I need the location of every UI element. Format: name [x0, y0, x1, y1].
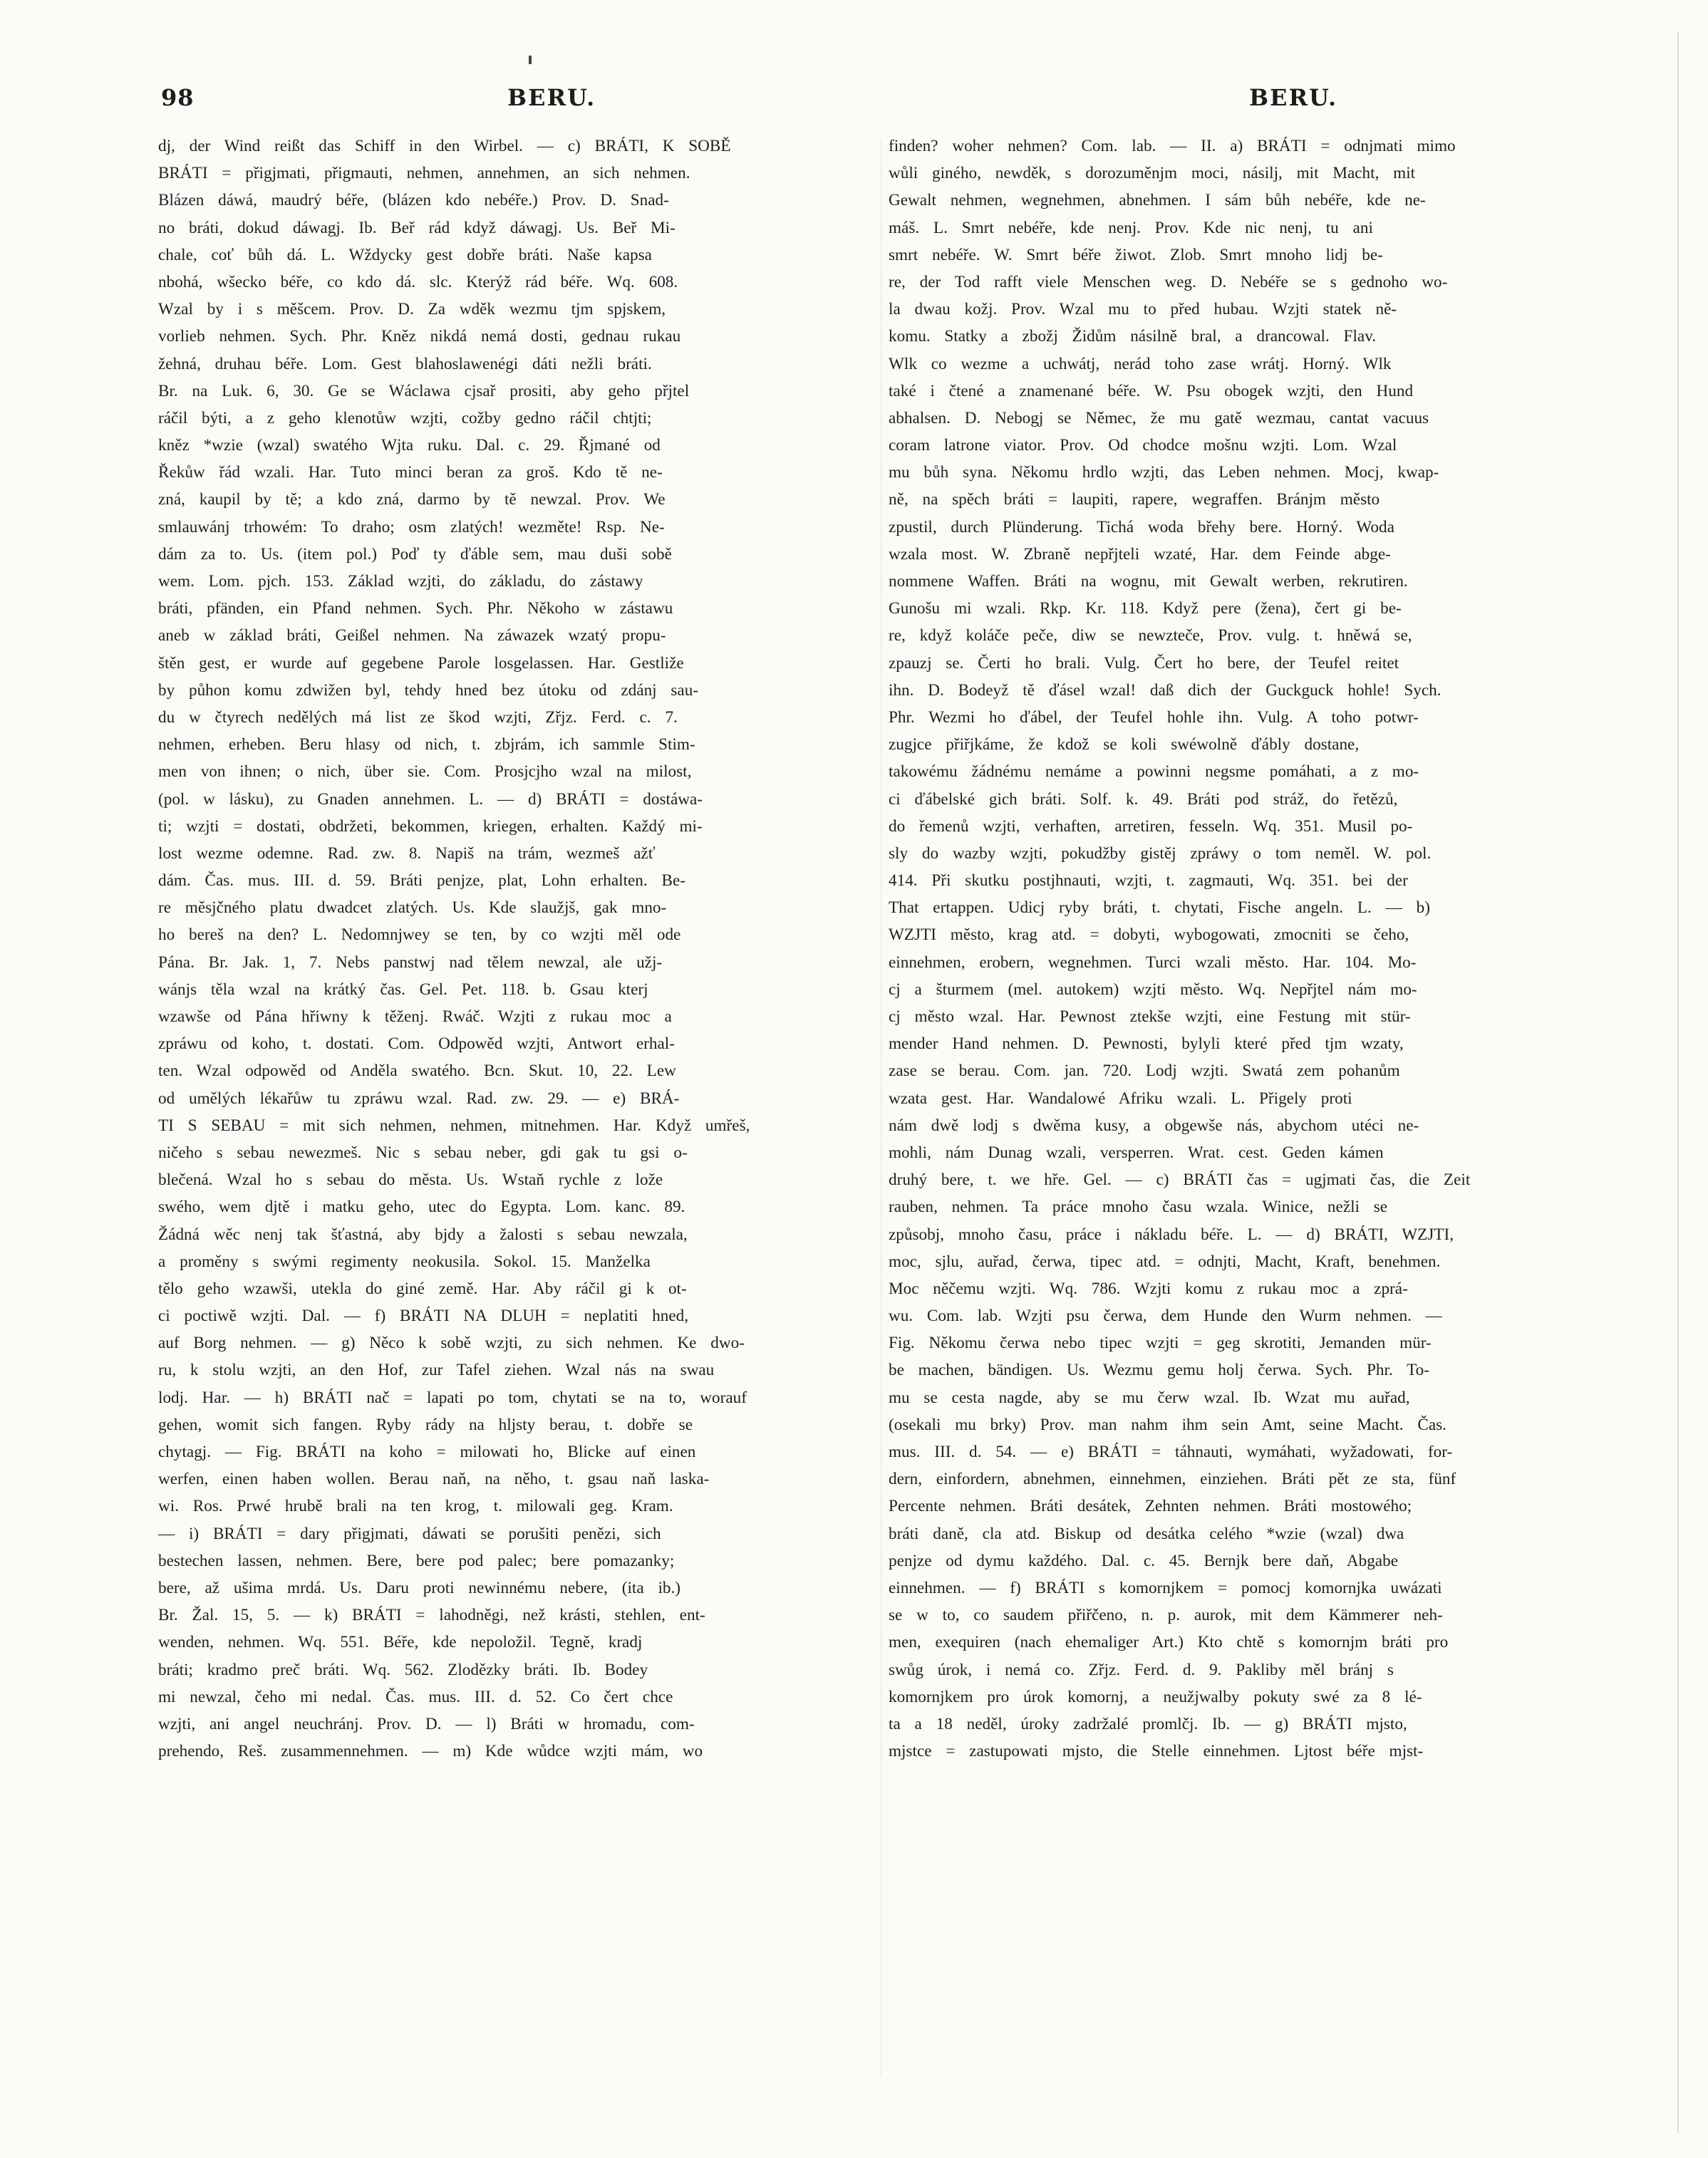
text-line: Pána. Br. Jak. 1, 7. Nebs panstwj nad tělem newzal, ale užj-	[158, 953, 663, 972]
text-line: lodj. Har. — h) BRÁTI nač = lapati po tom, chytati se na to, worauf	[158, 1388, 747, 1407]
text-line: re, když koláče peče, diw se newzteče, Prov. vulg. t. hněwá se,	[889, 626, 1412, 645]
text-line: einnehmen, erobern, wegnehmen. Turci wzali město. Har. 104. Mo-	[889, 953, 1417, 972]
text-line: blečená. Wzal ho s sebau do města. Us. Wstaň rychle z lože	[158, 1171, 663, 1190]
text-line: wzawše od Pána hřiwny k těženj. Rwáč. Wzjti z rukau moc a	[158, 1007, 672, 1026]
text-line: zugjce přiřjkáme, že kdož se koli swéwolně ďábly dostane,	[889, 735, 1360, 754]
text-line: swůg úrok, i nemá co. Zřjz. Ferd. d. 9. Pakliby měl bránj s	[889, 1660, 1394, 1679]
text-line: sly do wazby wzjti, pokudžby gistěj zpráwy o tom neměl. W. pol.	[889, 844, 1432, 863]
text-line: nám dwě lodj s dwěma kusy, a obgewše nás, abychom utéci ne-	[889, 1116, 1419, 1135]
text-line: bráti; kradmo preč bráti. Wq. 562. Zlodězky bráti. Ib. Bodey	[158, 1660, 648, 1679]
text-line: mu se cesta nagde, aby se mu čerw wzal. Ib. Wzat mu auřad,	[889, 1388, 1410, 1407]
text-line: zase se berau. Com. jan. 720. Lodj wzjti. Swatá zem pohanům	[889, 1062, 1400, 1081]
text-line: ráčil býti, a z geho klenotůw wzjti, cožby gedno ráčil chtjti;	[158, 408, 652, 427]
text-line: bráti, pfänden, ein Pfand nehmen. Sych. Phr. Někoho w zástawu	[158, 599, 673, 618]
text-line: ihn. D. Bodeyž tě ďásel wzal! daß dich der Guckguck hohle! Sych.	[889, 680, 1442, 700]
text-line: dám. Čas. mus. III. d. 59. Bráti penjze, plat, Lohn erhalten. Be-	[158, 871, 685, 891]
text-line: du w čtyrech nedělých má list ze škod wzjti, Zřjz. Ferd. c. 7.	[158, 707, 678, 727]
text-line: WZJTI město, krag atd. = dobyti, wybogowati, zmocniti se čeho,	[889, 925, 1409, 945]
text-line: dám za to. Us. (item pol.) Poď ty ďáble sem, mau duši sobě	[158, 544, 672, 564]
text-line: la dwau kožj. Prov. Wzal mu to před hubau. Wzjti statek ně-	[889, 300, 1397, 319]
text-line: ho bereš na den? L. Nedomnjwey se ten, by co wzjti měl ode	[158, 925, 681, 945]
right-column	[889, 133, 1677, 2120]
text-line: máš. L. Smrt nebéře, kde nenj. Prov. Kde nic nenj, tu ani	[889, 218, 1373, 237]
text-line: einnehmen. — f) BRÁTI s komornjkem = pomocj komornjka uwázati	[889, 1578, 1442, 1597]
text-line: do řemenů wzjti, verhaften, arretiren, fesseln. Wq. 351. Musil po-	[889, 816, 1413, 836]
text-line: wu. Com. lab. Wzjti psu čerwa, dem Hunde den Wurm nehmen. —	[889, 1307, 1442, 1326]
text-line: cj a šturmem (mel. autokem) wzjti město. Wq. Nepřjtel nám mo-	[889, 980, 1417, 999]
text-line: Percente nehmen. Bráti desátek, Zehnten nehmen. Bráti mostowého;	[889, 1497, 1412, 1516]
text-line: 414. Při skutku postjhnauti, wzjti, t. zagmauti, Wq. 351. bei der	[889, 871, 1408, 891]
text-line: kněz *wzie (wzal) swatého Wjta ruku. Dal. c. 29. Řjmané od	[158, 436, 661, 455]
text-line: ci poctiwě wzjti. Dal. — f) BRÁTI NA DLUH = neplatiti hned,	[158, 1307, 689, 1326]
text-line: mohli, nám Dunag wzali, versperren. Wrat. cest. Geden kámen	[889, 1143, 1384, 1162]
text-line: chale, coť bůh dá. L. Wždycky gest dobře bráti. Naše kapsa	[158, 245, 652, 264]
text-line: mus. III. d. 54. — e) BRÁTI = táhnauti, wymáhati, wyžadowati, for-	[889, 1443, 1453, 1461]
text-line: ru, k stolu wzjti, an den Hof, zur Tafel ziehen. Wzal nás na swau	[158, 1361, 715, 1380]
text-line: Fig. Někomu čerwa nebo tipec wzjti = geg skrotiti, Jemanden mür-	[889, 1334, 1432, 1353]
text-line: Moc něčemu wzjti. Wq. 786. Wzjti komu z rukau moc a zprá-	[889, 1279, 1408, 1298]
text-line: Br. na Luk. 6, 30. Ge se Wáclawa cjsař prositi, aby geho přjtel	[158, 381, 690, 400]
text-line: wzala most. W. Zbraně nepřjteli wzaté, Har. dem Feinde abge-	[889, 544, 1391, 564]
text-line: se w to, co saudem přiřčeno, n. p. aurok, mit dem Kämmerer neh-	[889, 1606, 1443, 1625]
text-line: men von ihnen; o nich, über sie. Com. Prosjcjho wzal na milost,	[158, 762, 692, 782]
text-line: vorlieb nehmen. Sych. Phr. Kněz nikdá nemá dosti, gednau rukau	[158, 327, 681, 346]
text-line: nbohá, wšecko béře, co kdo dá. slc. Kterýž rád béře. Wq. 608.	[158, 272, 678, 291]
text-line: (osekali mu brky) Prov. man nahm ihm sein Amt, seine Macht. Čas.	[889, 1415, 1446, 1434]
text-line: prehendo, Reš. zusammennehmen. — m) Kde wůdce wzjti mám, wo	[158, 1742, 703, 1761]
text-line: aneb w základ bráti, Geißel nehmen. Na záwazek wzatý propu-	[158, 626, 666, 645]
text-line: BRÁTI = přigjmati, přigmauti, nehmen, annehmen, an sich nehmen.	[158, 164, 690, 183]
text-line: ci ďábelské gich bráti. Solf. k. 49. Bráti pod stráž, do řetězů,	[889, 789, 1398, 809]
text-line: mu bůh syna. Někomu hrdlo wzjti, das Leben nehmen. Mocj, kwap-	[889, 463, 1439, 482]
text-line: tělo geho wzawši, utekla do giné země. Har. Aby ráčil gi k ot-	[158, 1279, 687, 1298]
text-line: nehmen, erheben. Beru hlasy od nich, t. zbjrám, ich sammle Stim-	[158, 735, 695, 754]
text-line: ti; wzjti = dostati, obdržeti, bekommen, kriegen, erhalten. Každý mi-	[158, 816, 703, 836]
text-line: zpauzj se. Čerti ho brali. Vulg. Čert ho bere, der Teufel reitet	[889, 653, 1399, 673]
text-line: Gewalt nehmen, wegnehmen, abnehmen. I sám bůh nebéře, kde ne-	[889, 191, 1426, 210]
text-line: Phr. Wezmi ho ďábel, der Teufel hohle ihn. Vulg. A toho potwr-	[889, 707, 1419, 727]
text-line: štěn gest, er wurde auf gegebene Parole losgelassen. Har. Gestliže	[158, 653, 684, 673]
text-line: men, exequiren (nach ehemaliger Art.) Kto chtě s komornjm bráti pro	[889, 1633, 1449, 1652]
text-line: nommene Waffen. Bráti na wognu, mit Gewalt werben, rekrutiren.	[889, 572, 1408, 591]
text-line: Řekůw řád wzali. Har. Tuto minci beran za groš. Kdo tě ne-	[158, 463, 663, 482]
page-number: 98	[161, 84, 195, 111]
text-line: wzata gest. Har. Wandalowé Afriku wzali. L. Přigely proti	[889, 1089, 1352, 1108]
text-line: od umělých lékařůw tu zpráwu wzal. Rad. zw. 29. — e) BRÁ-	[158, 1089, 680, 1108]
text-line: druhý bere, t. we hře. Gel. — c) BRÁTI čas = ugjmati čas, die Zeit	[889, 1171, 1471, 1190]
text-line: zpráwu od koho, t. dostati. Com. Odpowěd wzjti, Antwort erhal-	[158, 1034, 675, 1054]
text-line: re měsjčného platu dwadcet zlatých. Us. Kde slaužjš, gak mno-	[158, 898, 667, 918]
left-column	[158, 133, 946, 2120]
text-line: by půhon komu zdwižen byl, tehdy hned bez útoku od zdánj sau-	[158, 680, 699, 700]
text-line: komu. Statky a zbožj Židům násilně bral, a drancowal. Flav.	[889, 327, 1377, 346]
text-line: wánjs těla wzal na krátký čas. Gel. Pet. 118. b. Gsau kterj	[158, 980, 648, 999]
text-line: mjstce = zastupowati mjsto, die Stelle einnehmen. Ljtost béře mjst-	[889, 1742, 1424, 1761]
text-line: lost wezme odemne. Rad. zw. 8. Napiš na trám, wezmeš ažť	[158, 844, 656, 863]
text-line: werfen, einen haben wollen. Berau naň, na něho, t. gsau naň laska-	[158, 1470, 710, 1489]
text-line: smrt nebéře. W. Smrt béře žiwot. Zlob. Smrt mnoho lidj be-	[889, 245, 1383, 264]
text-line: dern, einfordern, abnehmen, einnehmen, einziehen. Bráti pět ze sta, fünf	[889, 1470, 1456, 1489]
text-line: wenden, nehmen. Wq. 551. Béře, kde nepoložil. Tegně, kradj	[158, 1633, 643, 1652]
text-line: wzjti, ani angel neuchránj. Prov. D. — l) Bráti w hromadu, com-	[158, 1714, 695, 1733]
text-line: re, der Tod rafft viele Menschen weg. D. Nebéře se s gednoho wo-	[889, 272, 1448, 291]
text-line: dj, der Wind reißt das Schiff in den Wirbel. — c) BRÁTI, K SOBĚ	[158, 137, 731, 155]
text-line: Žádná wěc nenj tak šťastná, aby bjdy a žalosti s sebau newzala,	[158, 1225, 688, 1244]
text-line: žehná, druhau béře. Lom. Gest blahoslawenégi dáti nežli bráti.	[158, 354, 652, 373]
text-line: Gunošu mi wzali. Rkp. Kr. 118. Když pere (žena), čert gi be-	[889, 599, 1402, 618]
printer-mark	[529, 56, 532, 64]
text-line: swého, wem djtě i matku geho, utec do Egypta. Lom. kanc. 89.	[158, 1198, 685, 1217]
text-line: ta a 18 neděl, úroky zadržalé promlčj. Ib. — g) BRÁTI mjsto,	[889, 1714, 1407, 1733]
text-line: finden? woher nehmen? Com. lab. — II. a) BRÁTI = odnjmati mimo	[889, 137, 1456, 155]
running-head-right: BERU.	[1249, 84, 1338, 111]
text-line: bráti daně, cla atd. Biskup od desátka celého *wzie (wzal) dwa	[889, 1524, 1404, 1543]
text-line: takowému žádnému nemáme a powinni negsme pomáhati, a z mo-	[889, 762, 1419, 782]
text-line: coram latrone viator. Prov. Od chodce mošnu wzjti. Lom. Wzal	[889, 436, 1397, 455]
text-line: zpustil, durch Plünderung. Tichá woda břehy bere. Horný. Woda	[889, 517, 1394, 536]
text-line: chytagj. — Fig. BRÁTI na koho = milowati ho, Blicke auf einen	[158, 1443, 696, 1461]
text-line: That ertappen. Udicj ryby bráti, t. chytati, Fische angeln. L. — b)	[889, 898, 1430, 918]
text-line: Wzal by i s měšcem. Prov. D. Za wděk wezmu tjm spjskem,	[158, 300, 666, 319]
text-line: a proměny s swými regimenty neokusila. Sokol. 15. Manželka	[158, 1252, 651, 1271]
text-line: auf Borg nehmen. — g) Něco k sobě wzjti, zu sich nehmen. Ke dwo-	[158, 1334, 745, 1353]
text-line: abhalsen. D. Nebogj se Němec, že mu gatě wezmau, cantat vacuus	[889, 408, 1429, 427]
text-line: ten. Wzal odpowěd od Anděla swatého. Bcn. Skut. 10, 22. Lew	[158, 1062, 676, 1081]
text-line: ničeho s sebau newezmeš. Nic s sebau neber, gdi gak tu gsi o-	[158, 1143, 688, 1162]
text-line: penjze od dymu každého. Dal. c. 45. Bernjk bere daň, Abgabe	[889, 1551, 1398, 1570]
text-line: be machen, bändigen. Us. Wezmu gemu holj čerwa. Sych. Phr. To-	[889, 1361, 1429, 1380]
text-line: TI S SEBAU = mit sich nehmen, nehmen, mitnehmen. Har. Když umřeš,	[158, 1116, 750, 1135]
text-line: moc, sjlu, auřad, čerwa, tipec atd. = odnjti, Macht, Kraft, benehmen.	[889, 1252, 1441, 1271]
text-line: wůli giného, newděk, s dorozuměnjm moci, násilj, mit Macht, mit	[889, 164, 1416, 183]
text-line: no bráti, dokud dáwagj. Ib. Beř rád když dáwagj. Us. Beř Mi-	[158, 218, 676, 237]
text-line: komornjkem pro úrok komornj, a neužjwalby pokuty swé za 8 lé-	[889, 1687, 1422, 1706]
text-line: wi. Ros. Prwé hrubě brali na ten krog, t. milowali geg. Kram.	[158, 1497, 673, 1516]
text-line: Blázen dáwá, maudrý béře, (blázen kdo nebéře.) Prov. D. Snad-	[158, 191, 669, 210]
text-line: bestechen lassen, nehmen. Bere, bere pod palec; bere pomazanky;	[158, 1551, 675, 1570]
text-line: rauben, nehmen. Ta práce mnoho času wzala. Winice, nežli se	[889, 1198, 1388, 1217]
text-line: smlauwánj trhowém: To draho; osm zlatých! wezměte! Rsp. Ne-	[158, 517, 665, 536]
text-line: také i čtené a znamenané béře. W. Psu obogek wzjti, den Hund	[889, 381, 1414, 400]
text-line: mi newzal, čeho mi nedal. Čas. mus. III. d. 52. Co čert chce	[158, 1687, 673, 1706]
text-line: zná, kaupil by tě; a kdo zná, darmo by tě newzal. Prov. We	[158, 490, 666, 509]
text-line: Br. Žal. 15, 5. — k) BRÁTI = lahodněgi, než krásti, stehlen, ent-	[158, 1606, 705, 1625]
running-head-left: BERU.	[507, 84, 596, 111]
text-line: wem. Lom. pjch. 153. Základ wzjti, do základu, do zástawy	[158, 572, 643, 591]
text-line: (pol. w lásku), zu Gnaden annehmen. L. — d) BRÁTI = dostáwa-	[158, 789, 703, 809]
text-line: mender Hand nehmen. D. Pewnosti, bylyli které před tjm wzaty,	[889, 1034, 1404, 1054]
text-line: gehen, womit sich fangen. Ryby rády na hljsty berau, t. dobře se	[158, 1415, 693, 1434]
text-line: Wlk co wezme a uchwátj, nerád toho zase wrátj. Horný. Wlk	[889, 354, 1392, 373]
text-line: cj město wzal. Har. Pewnost ztekše wzjti, eine Festung mit stür-	[889, 1007, 1411, 1026]
text-line: bere, až ušima mrdá. Us. Daru proti newinnému nebere, (ita ib.)	[158, 1578, 681, 1597]
text-line: — i) BRÁTI = dary přigjmati, dáwati se porušiti penězi, sich	[158, 1524, 661, 1543]
text-line: způsobj, mnoho času, práce i nákladu béře. L. — d) BRÁTI, WZJTI,	[889, 1225, 1454, 1244]
text-line: ně, na spěch bráti = laupiti, rapere, wegraffen. Bránjm město	[889, 490, 1380, 509]
